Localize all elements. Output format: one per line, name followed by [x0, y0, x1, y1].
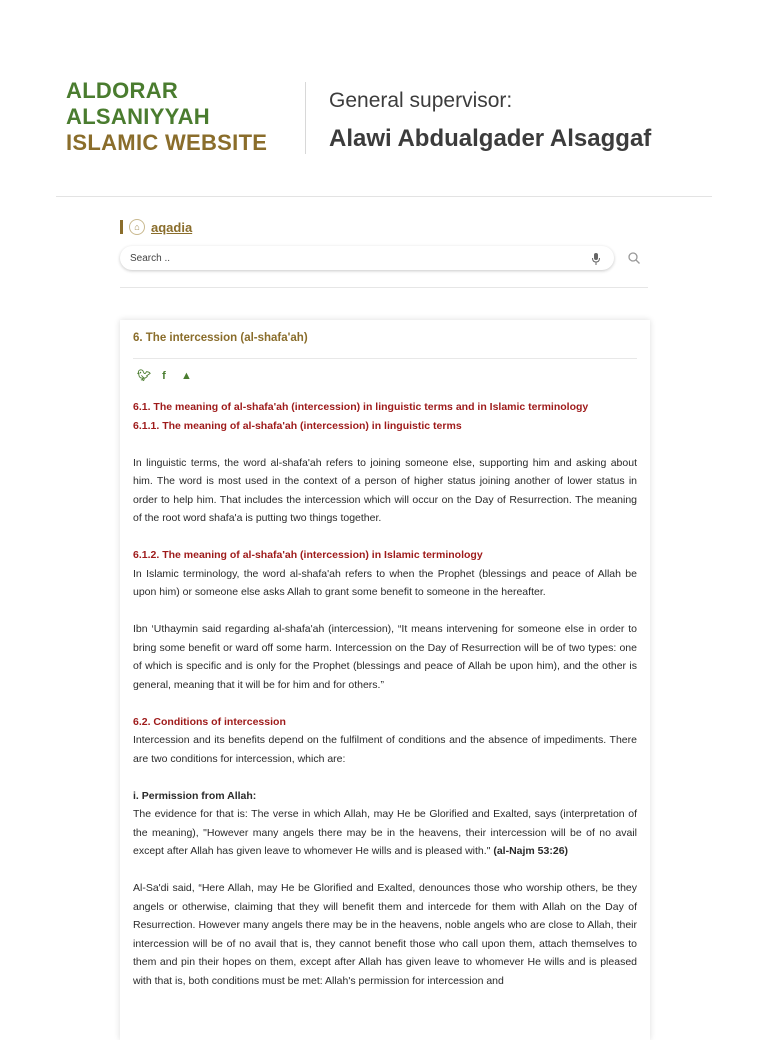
subheading: i. Permission from Allah: [133, 789, 257, 802]
breadcrumb-bar [120, 220, 123, 234]
alert-icon[interactable]: ▲ [181, 369, 192, 382]
title-divider [133, 358, 637, 359]
quote-text: The evidence for that is: The verse in which Allah, may He be Glorified and Exalted, says (interpretation of the meaning), "However many angels there may be in the heavens, their intercession will be of no avail except after Allah has given leave to whomever He wills and is pleased with." [133, 808, 637, 857]
home-icon: ⌂ [129, 219, 145, 235]
quran-reference: (al-Najm 53:26) [493, 845, 569, 857]
paragraph: In Islamic terminology, the word al-shafa'ah refers to when the Prophet (blessings and peace of Allah be upon him) or someone else asks Allah to grant some benefit to someone in the hereafter. [133, 567, 637, 598]
paragraph: Ibn ‘Uthaymin said regarding al-shafa'ah (intercession), “It means intervening for someone else in order to bring some benefit or ward off some harm. Intercession on the Day of Resurrection will be of two types: one of which is specific and is only for the Prophet (blessings and peace of Allah be upon him), and the other is general, meaning that it will be for him and for others.” [133, 623, 637, 691]
site-logo[interactable] [66, 78, 267, 156]
logo-line-1: ALDORAR [66, 78, 179, 103]
section-heading: 6.1.1. The meaning of al-shafa'ah (intercession) in linguistic terms [133, 419, 462, 432]
search-icon[interactable] [626, 250, 642, 266]
search-box [120, 246, 614, 270]
supervisor-label: General supervisor: [329, 89, 513, 112]
mic-icon[interactable] [590, 252, 602, 266]
logo-line-2: ALSANIYYAH [66, 104, 210, 129]
paragraph: Al-Sa'di said, “Here Allah, may He be Glorified and Exalted, denounces those who worship others, be they angels or otherwise, claiming that they will benefit them and intercede for them with Allah on the Day of Resurrection. However many angels there may be in the heavens, noble angels who are close to Allah, their intercession will be of no avail that is, they cannot benefit those who call upon them, attach themselves to them and pin their hopes on them, except after Allah has given leave to whomever He wills and is pleased with that is, both conditions must be met: Allah's permission for intercession and [133, 882, 637, 987]
twitter-icon[interactable]: 🐦︎ [137, 370, 151, 382]
paragraph: In linguistic terms, the word al-shafa'ah refers to joining someone else, supporting him and asking about him. The word is most used in the context of a person of higher status joining another of lower status in order to help him. That includes the intercession which will occur on the Day of Resurrection. The meaning of the root word shafa'a is putting two things together. [133, 456, 637, 524]
supervisor-name: Alawi Abdualgader Alsaggaf [329, 125, 652, 152]
section-heading: 6.2. Conditions of intercession [133, 715, 286, 728]
paragraph [133, 805, 637, 861]
article-title: 6. The intercession (al-shafa'ah) [133, 332, 308, 344]
facebook-icon[interactable]: f [162, 369, 166, 382]
breadcrumb-link-aqadia[interactable]: aqadia [151, 219, 193, 235]
section-heading: 6.1. The meaning of al-shafa'ah (intercession) in linguistic terms and in Islamic terminology [133, 401, 589, 413]
share-bar [137, 369, 191, 382]
section-heading: 6.1.2. The meaning of al-shafa'ah (intercession) in Islamic terminology [133, 549, 483, 561]
paragraph: Intercession and its benefits depend on the fulfilment of conditions and the absence of impediments. There are two conditions for intercession, which are: [133, 734, 637, 765]
logo-line-3: ISLAMIC WEBSITE [66, 130, 268, 155]
article-card [120, 320, 650, 1040]
search-input[interactable] [128, 252, 572, 265]
supervisor-block [329, 88, 651, 154]
search-separator [120, 287, 648, 288]
breadcrumb [120, 218, 192, 236]
header-divider [305, 82, 306, 154]
article-body [133, 398, 637, 990]
header-separator [56, 196, 712, 197]
